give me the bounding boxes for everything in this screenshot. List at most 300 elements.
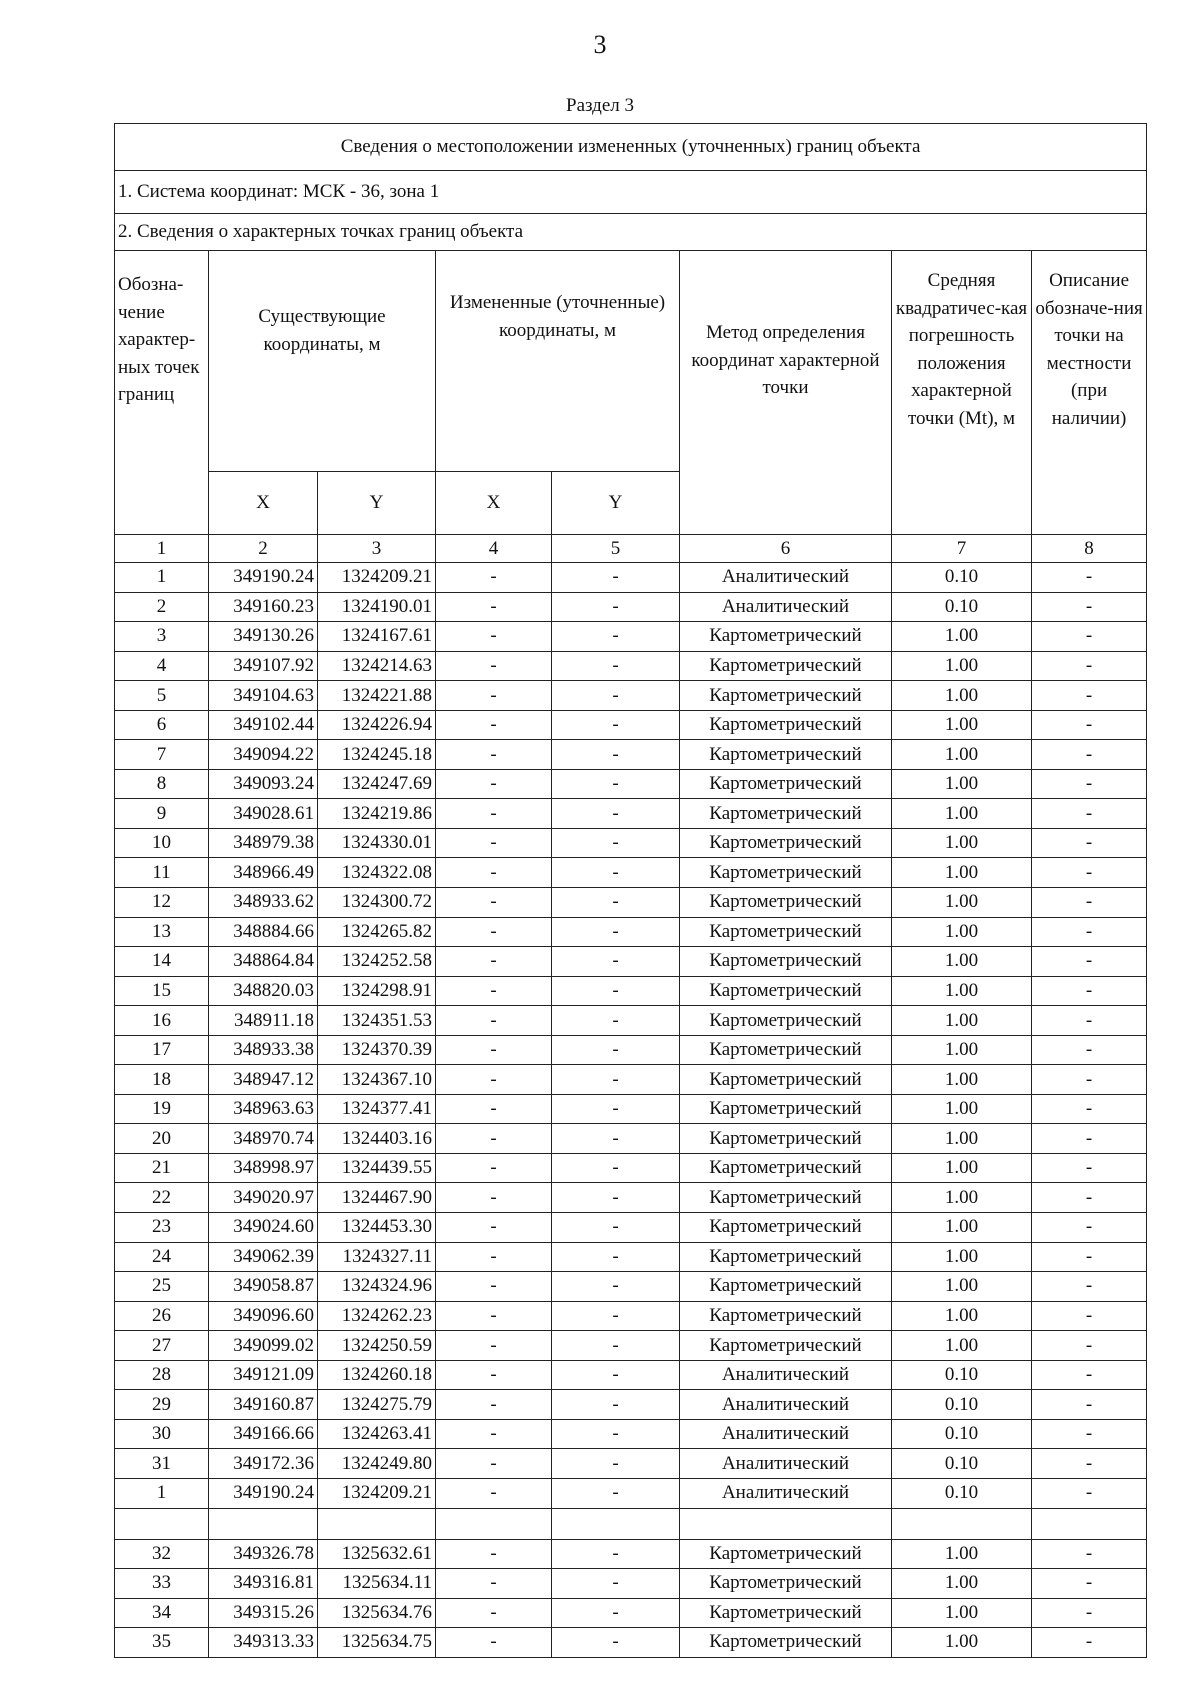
existing-x-cell: 349190.24 <box>209 1478 318 1508</box>
rms-value-cell: 1.00 <box>892 1124 1032 1154</box>
changed-x-cell: - <box>436 1390 552 1420</box>
method-cell: Картометрический <box>680 976 892 1006</box>
description-cell: - <box>1032 1449 1147 1479</box>
existing-x-cell: 349190.24 <box>209 563 318 593</box>
existing-x-cell: 348979.38 <box>209 828 318 858</box>
table-row <box>115 1094 1147 1124</box>
existing-x-cell: 349166.66 <box>209 1419 318 1449</box>
rms-value-cell: 1.00 <box>892 1153 1032 1183</box>
table-row <box>115 1331 1147 1361</box>
header-x-changed: X <box>436 472 552 535</box>
description-cell: - <box>1032 917 1147 947</box>
method-cell: Картометрический <box>680 828 892 858</box>
changed-y-cell: - <box>552 592 680 622</box>
description-cell: - <box>1032 1301 1147 1331</box>
existing-y-cell: 1324247.69 <box>318 769 436 799</box>
table-row <box>115 1213 1147 1243</box>
description-cell: - <box>1032 1183 1147 1213</box>
changed-x-cell: - <box>436 563 552 593</box>
changed-y-cell: - <box>552 976 680 1006</box>
point-number-cell: 12 <box>115 888 209 918</box>
rms-value-cell: 0.10 <box>892 592 1032 622</box>
description-cell: - <box>1032 1035 1147 1065</box>
table-row <box>115 622 1147 652</box>
point-number-cell: 28 <box>115 1360 209 1390</box>
rms-value-cell: 0.10 <box>892 1360 1032 1390</box>
existing-y-cell: 1324403.16 <box>318 1124 436 1154</box>
description-cell: - <box>1032 976 1147 1006</box>
method-cell: Картометрический <box>680 1272 892 1302</box>
description-cell: - <box>1032 1419 1147 1449</box>
rms-value-cell: 1.00 <box>892 1094 1032 1124</box>
changed-y-cell: - <box>552 1628 680 1658</box>
description-cell: - <box>1032 1094 1147 1124</box>
page-number: 3 <box>593 30 607 59</box>
rms-value-cell: 1.00 <box>892 1331 1032 1361</box>
existing-x-cell: 348970.74 <box>209 1124 318 1154</box>
changed-x-cell: - <box>436 1213 552 1243</box>
existing-y-cell: 1324249.80 <box>318 1449 436 1479</box>
changed-x-cell: - <box>436 1331 552 1361</box>
existing-y-cell: 1324265.82 <box>318 917 436 947</box>
header-x-existing: X <box>209 472 318 535</box>
point-number-cell: 1 <box>115 563 209 593</box>
existing-y-cell: 1324263.41 <box>318 1419 436 1449</box>
rms-value-cell: 1.00 <box>892 740 1032 770</box>
table-row <box>115 651 1147 681</box>
rms-value-cell: 1.00 <box>892 828 1032 858</box>
point-number-cell: 6 <box>115 710 209 740</box>
changed-y-cell: - <box>552 1598 680 1628</box>
table-row <box>115 1569 1147 1599</box>
changed-x-cell: - <box>436 1301 552 1331</box>
method-cell: Картометрический <box>680 1242 892 1272</box>
point-number-cell: 18 <box>115 1065 209 1095</box>
description-cell: - <box>1032 947 1147 977</box>
existing-x-cell: 348933.62 <box>209 888 318 918</box>
existing-x-cell: 349058.87 <box>209 1272 318 1302</box>
method-cell: Картометрический <box>680 622 892 652</box>
description-cell: - <box>1032 1153 1147 1183</box>
point-number-cell: 4 <box>115 651 209 681</box>
rms-value-cell: 0.10 <box>892 1390 1032 1420</box>
existing-y-cell: 1325634.76 <box>318 1598 436 1628</box>
changed-y-cell: - <box>552 1360 680 1390</box>
existing-x-cell: 348966.49 <box>209 858 318 888</box>
point-number-cell: 10 <box>115 828 209 858</box>
changed-y-cell: - <box>552 828 680 858</box>
method-cell: Картометрический <box>680 1124 892 1154</box>
existing-y-cell: 1324219.86 <box>318 799 436 829</box>
changed-y-cell: - <box>552 1035 680 1065</box>
table-row <box>115 888 1147 918</box>
table-row <box>115 1153 1147 1183</box>
existing-x-cell: 349104.63 <box>209 681 318 711</box>
point-number-cell: 30 <box>115 1419 209 1449</box>
changed-x-cell: - <box>436 1598 552 1628</box>
header-point-designation: Обозна-чение характер-ных точек границ <box>115 251 209 535</box>
rms-value-cell: 0.10 <box>892 563 1032 593</box>
method-cell: Картометрический <box>680 917 892 947</box>
table-row <box>115 1124 1147 1154</box>
changed-x-cell: - <box>436 917 552 947</box>
description-cell: - <box>1032 710 1147 740</box>
description-cell: - <box>1032 1598 1147 1628</box>
rms-value-cell: 1.00 <box>892 710 1032 740</box>
rms-value-cell: 1.00 <box>892 1213 1032 1243</box>
rms-value-cell: 1.00 <box>892 1628 1032 1658</box>
rms-value-cell: 1.00 <box>892 858 1032 888</box>
point-number-cell: 23 <box>115 1213 209 1243</box>
method-cell: Аналитический <box>680 1390 892 1420</box>
point-number-cell: 31 <box>115 1449 209 1479</box>
changed-y-cell: - <box>552 769 680 799</box>
table-row <box>115 681 1147 711</box>
description-cell: - <box>1032 1124 1147 1154</box>
point-number-cell: 11 <box>115 858 209 888</box>
point-number-cell: 26 <box>115 1301 209 1331</box>
point-number-cell: 27 <box>115 1331 209 1361</box>
point-number-cell: 20 <box>115 1124 209 1154</box>
table-row <box>115 976 1147 1006</box>
method-cell: Аналитический <box>680 1449 892 1479</box>
header-y-changed: Y <box>552 472 680 535</box>
rms-value-cell: 0.10 <box>892 1419 1032 1449</box>
existing-y-cell: 1324453.30 <box>318 1213 436 1243</box>
table-row <box>115 563 1147 593</box>
point-number-cell: 21 <box>115 1153 209 1183</box>
changed-x-cell: - <box>436 681 552 711</box>
changed-y-cell: - <box>552 1419 680 1449</box>
table-row <box>115 1035 1147 1065</box>
table-row <box>115 1539 1147 1569</box>
table-row <box>115 1360 1147 1390</box>
point-number-cell: 1 <box>115 1478 209 1508</box>
changed-y-cell <box>552 1508 680 1539</box>
changed-y-cell: - <box>552 1331 680 1361</box>
description-cell: - <box>1032 651 1147 681</box>
method-cell: Картометрический <box>680 1569 892 1599</box>
changed-x-cell: - <box>436 1478 552 1508</box>
description-cell: - <box>1032 592 1147 622</box>
rms-value-cell: 0.10 <box>892 1478 1032 1508</box>
changed-y-cell: - <box>552 1094 680 1124</box>
changed-y-cell: - <box>552 858 680 888</box>
method-cell: Картометрический <box>680 1035 892 1065</box>
existing-x-cell: 349107.92 <box>209 651 318 681</box>
changed-x-cell: - <box>436 1628 552 1658</box>
existing-x-cell: 349315.26 <box>209 1598 318 1628</box>
existing-x-cell: 349096.60 <box>209 1301 318 1331</box>
rms-value-cell: 1.00 <box>892 651 1032 681</box>
rms-value-cell: 1.00 <box>892 799 1032 829</box>
table-row <box>115 1006 1147 1036</box>
existing-y-cell: 1324167.61 <box>318 622 436 652</box>
rms-value-cell: 1.00 <box>892 1183 1032 1213</box>
rms-value-cell: 1.00 <box>892 769 1032 799</box>
description-cell: - <box>1032 1539 1147 1569</box>
description-cell: - <box>1032 1478 1147 1508</box>
method-cell: Картометрический <box>680 1153 892 1183</box>
existing-y-cell: 1324351.53 <box>318 1006 436 1036</box>
changed-x-cell: - <box>436 1035 552 1065</box>
existing-y-cell: 1324377.41 <box>318 1094 436 1124</box>
existing-x-cell <box>209 1508 318 1539</box>
existing-x-cell: 348820.03 <box>209 976 318 1006</box>
table-row <box>115 710 1147 740</box>
changed-y-cell: - <box>552 1272 680 1302</box>
point-number-cell: 8 <box>115 769 209 799</box>
column-number: 4 <box>436 535 552 563</box>
rms-value-cell <box>892 1508 1032 1539</box>
method-cell: Аналитический <box>680 1419 892 1449</box>
changed-x-cell: - <box>436 1419 552 1449</box>
table-row <box>115 1242 1147 1272</box>
existing-y-cell: 1325634.75 <box>318 1628 436 1658</box>
existing-y-cell: 1325634.11 <box>318 1569 436 1599</box>
method-cell: Картометрический <box>680 1065 892 1095</box>
rms-value-cell: 1.00 <box>892 1569 1032 1599</box>
rms-value-cell: 1.00 <box>892 681 1032 711</box>
existing-y-cell: 1324209.21 <box>318 1478 436 1508</box>
rms-value-cell: 1.00 <box>892 1272 1032 1302</box>
existing-y-cell: 1324262.23 <box>318 1301 436 1331</box>
existing-y-cell: 1324298.91 <box>318 976 436 1006</box>
existing-y-cell: 1324226.94 <box>318 710 436 740</box>
changed-y-cell: - <box>552 1213 680 1243</box>
table-row <box>115 1478 1147 1508</box>
description-cell: - <box>1032 1213 1147 1243</box>
table-row <box>115 769 1147 799</box>
existing-x-cell: 349102.44 <box>209 710 318 740</box>
changed-x-cell: - <box>436 710 552 740</box>
table-row <box>115 1598 1147 1628</box>
description-cell: - <box>1032 740 1147 770</box>
changed-x-cell: - <box>436 1539 552 1569</box>
existing-y-cell: 1324245.18 <box>318 740 436 770</box>
column-number: 2 <box>209 535 318 563</box>
changed-y-cell: - <box>552 1478 680 1508</box>
table-row <box>115 947 1147 977</box>
existing-x-cell: 349093.24 <box>209 769 318 799</box>
description-cell: - <box>1032 1360 1147 1390</box>
description-cell: - <box>1032 681 1147 711</box>
description-cell: - <box>1032 563 1147 593</box>
method-cell: Картометрический <box>680 740 892 770</box>
changed-y-cell: - <box>552 888 680 918</box>
method-cell: Аналитический <box>680 1360 892 1390</box>
changed-y-cell: - <box>552 563 680 593</box>
rms-value-cell: 0.10 <box>892 1449 1032 1479</box>
existing-y-cell: 1324330.01 <box>318 828 436 858</box>
point-number-cell: 34 <box>115 1598 209 1628</box>
description-cell: - <box>1032 1065 1147 1095</box>
method-cell: Картометрический <box>680 858 892 888</box>
changed-x-cell: - <box>436 740 552 770</box>
table-row <box>115 917 1147 947</box>
changed-x-cell: - <box>436 1124 552 1154</box>
point-number-cell: 9 <box>115 799 209 829</box>
column-number: 6 <box>680 535 892 563</box>
changed-x-cell: - <box>436 1449 552 1479</box>
existing-x-cell: 348864.84 <box>209 947 318 977</box>
table-row <box>115 799 1147 829</box>
table-row <box>115 1628 1147 1658</box>
changed-x-cell: - <box>436 1242 552 1272</box>
existing-y-cell: 1324252.58 <box>318 947 436 977</box>
table-row <box>115 1390 1147 1420</box>
existing-y-cell: 1324300.72 <box>318 888 436 918</box>
existing-y-cell: 1324370.39 <box>318 1035 436 1065</box>
method-cell: Картометрический <box>680 1094 892 1124</box>
point-number-cell: 22 <box>115 1183 209 1213</box>
rms-value-cell: 1.00 <box>892 1539 1032 1569</box>
rms-value-cell: 1.00 <box>892 622 1032 652</box>
method-cell: Аналитический <box>680 1478 892 1508</box>
existing-x-cell: 349160.87 <box>209 1390 318 1420</box>
changed-x-cell: - <box>436 1153 552 1183</box>
rms-value-cell: 1.00 <box>892 1065 1032 1095</box>
existing-y-cell: 1324275.79 <box>318 1390 436 1420</box>
existing-y-cell: 1324322.08 <box>318 858 436 888</box>
existing-y-cell <box>318 1508 436 1539</box>
existing-y-cell: 1324209.21 <box>318 563 436 593</box>
point-number-cell: 25 <box>115 1272 209 1302</box>
existing-x-cell: 349121.09 <box>209 1360 318 1390</box>
method-cell: Картометрический <box>680 769 892 799</box>
point-number-cell: 16 <box>115 1006 209 1036</box>
point-number-cell: 17 <box>115 1035 209 1065</box>
existing-y-cell: 1324327.11 <box>318 1242 436 1272</box>
changed-x-cell <box>436 1508 552 1539</box>
boundary-points-table <box>114 123 1147 1658</box>
table-row <box>115 1272 1147 1302</box>
method-cell: Аналитический <box>680 592 892 622</box>
existing-y-cell: 1324367.10 <box>318 1065 436 1095</box>
changed-x-cell: - <box>436 976 552 1006</box>
method-cell: Картометрический <box>680 1213 892 1243</box>
method-cell: Картометрический <box>680 1183 892 1213</box>
changed-x-cell: - <box>436 1006 552 1036</box>
method-cell: Картометрический <box>680 947 892 977</box>
method-cell: Картометрический <box>680 1006 892 1036</box>
header-description: Описание обозначе-ния точки на местности (при наличии) <box>1032 251 1147 535</box>
method-cell: Картометрический <box>680 1539 892 1569</box>
existing-x-cell: 349160.23 <box>209 592 318 622</box>
description-cell <box>1032 1508 1147 1539</box>
description-cell: - <box>1032 858 1147 888</box>
table-row <box>115 1449 1147 1479</box>
description-cell: - <box>1032 1006 1147 1036</box>
header-changed-coords: Измененные (уточненные) координаты, м <box>436 251 680 472</box>
rms-value-cell: 1.00 <box>892 1035 1032 1065</box>
existing-y-cell: 1324214.63 <box>318 651 436 681</box>
points-title-row: 2. Сведения о характерных точках границ объекта <box>115 214 1147 251</box>
existing-x-cell: 348963.63 <box>209 1094 318 1124</box>
table-row <box>115 1301 1147 1331</box>
changed-y-cell: - <box>552 1183 680 1213</box>
point-number-cell: 5 <box>115 681 209 711</box>
column-number: 5 <box>552 535 680 563</box>
method-cell: Картометрический <box>680 799 892 829</box>
existing-y-cell: 1324250.59 <box>318 1331 436 1361</box>
changed-y-cell: - <box>552 681 680 711</box>
changed-x-cell: - <box>436 1183 552 1213</box>
changed-x-cell: - <box>436 1094 552 1124</box>
changed-x-cell: - <box>436 799 552 829</box>
changed-x-cell: - <box>436 1065 552 1095</box>
rms-value-cell: 1.00 <box>892 1006 1032 1036</box>
changed-x-cell: - <box>436 1569 552 1599</box>
description-cell: - <box>1032 1390 1147 1420</box>
table-row <box>115 740 1147 770</box>
point-number-cell: 14 <box>115 947 209 977</box>
table-row <box>115 1183 1147 1213</box>
existing-x-cell: 348998.97 <box>209 1153 318 1183</box>
changed-x-cell: - <box>436 769 552 799</box>
changed-x-cell: - <box>436 651 552 681</box>
existing-x-cell: 349172.36 <box>209 1449 318 1479</box>
section-title: Раздел 3 <box>566 95 634 116</box>
table-row <box>115 858 1147 888</box>
column-number: 3 <box>318 535 436 563</box>
description-cell: - <box>1032 1272 1147 1302</box>
changed-y-cell: - <box>552 1153 680 1183</box>
existing-x-cell: 349316.81 <box>209 1569 318 1599</box>
existing-y-cell: 1324260.18 <box>318 1360 436 1390</box>
rms-value-cell: 1.00 <box>892 976 1032 1006</box>
method-cell: Картометрический <box>680 710 892 740</box>
description-cell: - <box>1032 1242 1147 1272</box>
method-cell: Аналитический <box>680 563 892 593</box>
changed-y-cell: - <box>552 651 680 681</box>
changed-y-cell: - <box>552 1449 680 1479</box>
point-number-cell: 29 <box>115 1390 209 1420</box>
changed-x-cell: - <box>436 828 552 858</box>
rms-value-cell: 1.00 <box>892 917 1032 947</box>
column-number: 8 <box>1032 535 1147 563</box>
changed-y-cell: - <box>552 1390 680 1420</box>
description-cell: - <box>1032 888 1147 918</box>
point-number-cell: 3 <box>115 622 209 652</box>
header-rms: Средняя квадратичес-кая погрешность положения характерной точки (Mt), м <box>892 251 1032 535</box>
existing-x-cell: 348947.12 <box>209 1065 318 1095</box>
rms-value-cell: 1.00 <box>892 888 1032 918</box>
point-number-cell: 15 <box>115 976 209 1006</box>
table-gap-row <box>115 1508 1147 1539</box>
table-banner: Сведения о местоположении измененных (уточненных) границ объекта <box>115 124 1147 171</box>
method-cell: Картометрический <box>680 681 892 711</box>
changed-x-cell: - <box>436 858 552 888</box>
point-number-cell: 2 <box>115 592 209 622</box>
description-cell: - <box>1032 1569 1147 1599</box>
point-number-cell: 19 <box>115 1094 209 1124</box>
point-number-cell: 33 <box>115 1569 209 1599</box>
point-number-cell: 13 <box>115 917 209 947</box>
changed-y-cell: - <box>552 1006 680 1036</box>
method-cell: Картометрический <box>680 888 892 918</box>
changed-x-cell: - <box>436 947 552 977</box>
method-cell: Картометрический <box>680 1628 892 1658</box>
method-cell: Картометрический <box>680 1301 892 1331</box>
changed-y-cell: - <box>552 917 680 947</box>
method-cell: Картометрический <box>680 651 892 681</box>
table-row <box>115 592 1147 622</box>
changed-y-cell: - <box>552 1539 680 1569</box>
point-number-cell <box>115 1508 209 1539</box>
existing-y-cell: 1324439.55 <box>318 1153 436 1183</box>
rms-value-cell: 1.00 <box>892 947 1032 977</box>
